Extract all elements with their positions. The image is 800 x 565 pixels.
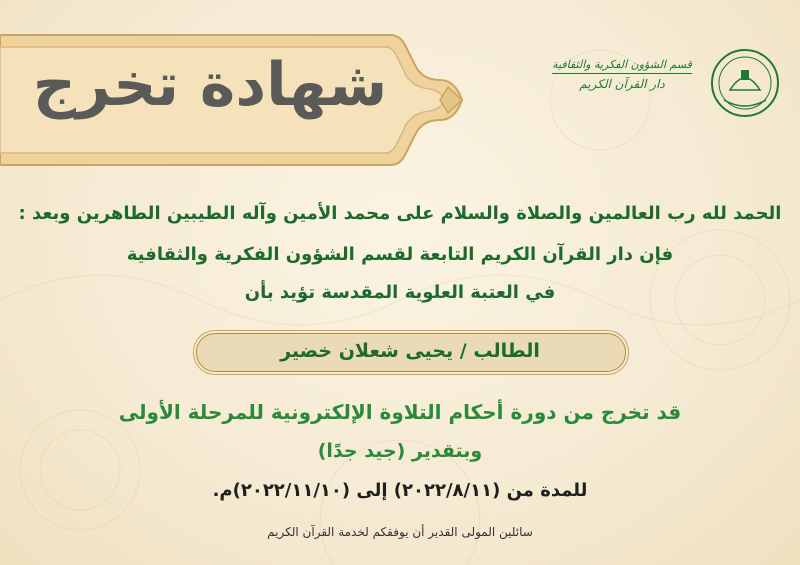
department-logo-line2: دار القرآن الكريم xyxy=(579,77,665,91)
department-logo-line1: قسم الشؤون الفكرية والثقافية xyxy=(552,58,692,74)
certificate-title: شهادة تخرج xyxy=(32,50,388,120)
period-text: للمدة من (٢٠٢٢/٨/١١) إلى (٢٠٢٢/١١/١٠)م. xyxy=(212,480,588,501)
grade-text: وبتقدير (جيد جدًا) xyxy=(317,440,483,462)
department-logo xyxy=(552,58,692,91)
intro-text: الحمد لله رب العالمين والصلاة والسلام على محمد الأمين وآله الطيبين الطاهرين وبعد : xyxy=(18,203,782,224)
student-name: الطالب / يحيى شعلان خضير xyxy=(280,340,540,362)
body-line-3: في العتبة العلوية المقدسة تؤيد بأن xyxy=(244,282,556,303)
closing-text: سائلين المولى القدير أن يوفقكم لخدمة القرآن الكريم xyxy=(267,525,533,539)
course-text: قد تخرج من دورة أحكام التلاوة الإلكترونية للمرحلة الأولى xyxy=(118,400,682,424)
holy-shrine-seal xyxy=(710,48,780,118)
body-line-2: فإن دار القرآن الكريم التابعة لقسم الشؤون الفكرية والثقافية xyxy=(126,244,674,265)
